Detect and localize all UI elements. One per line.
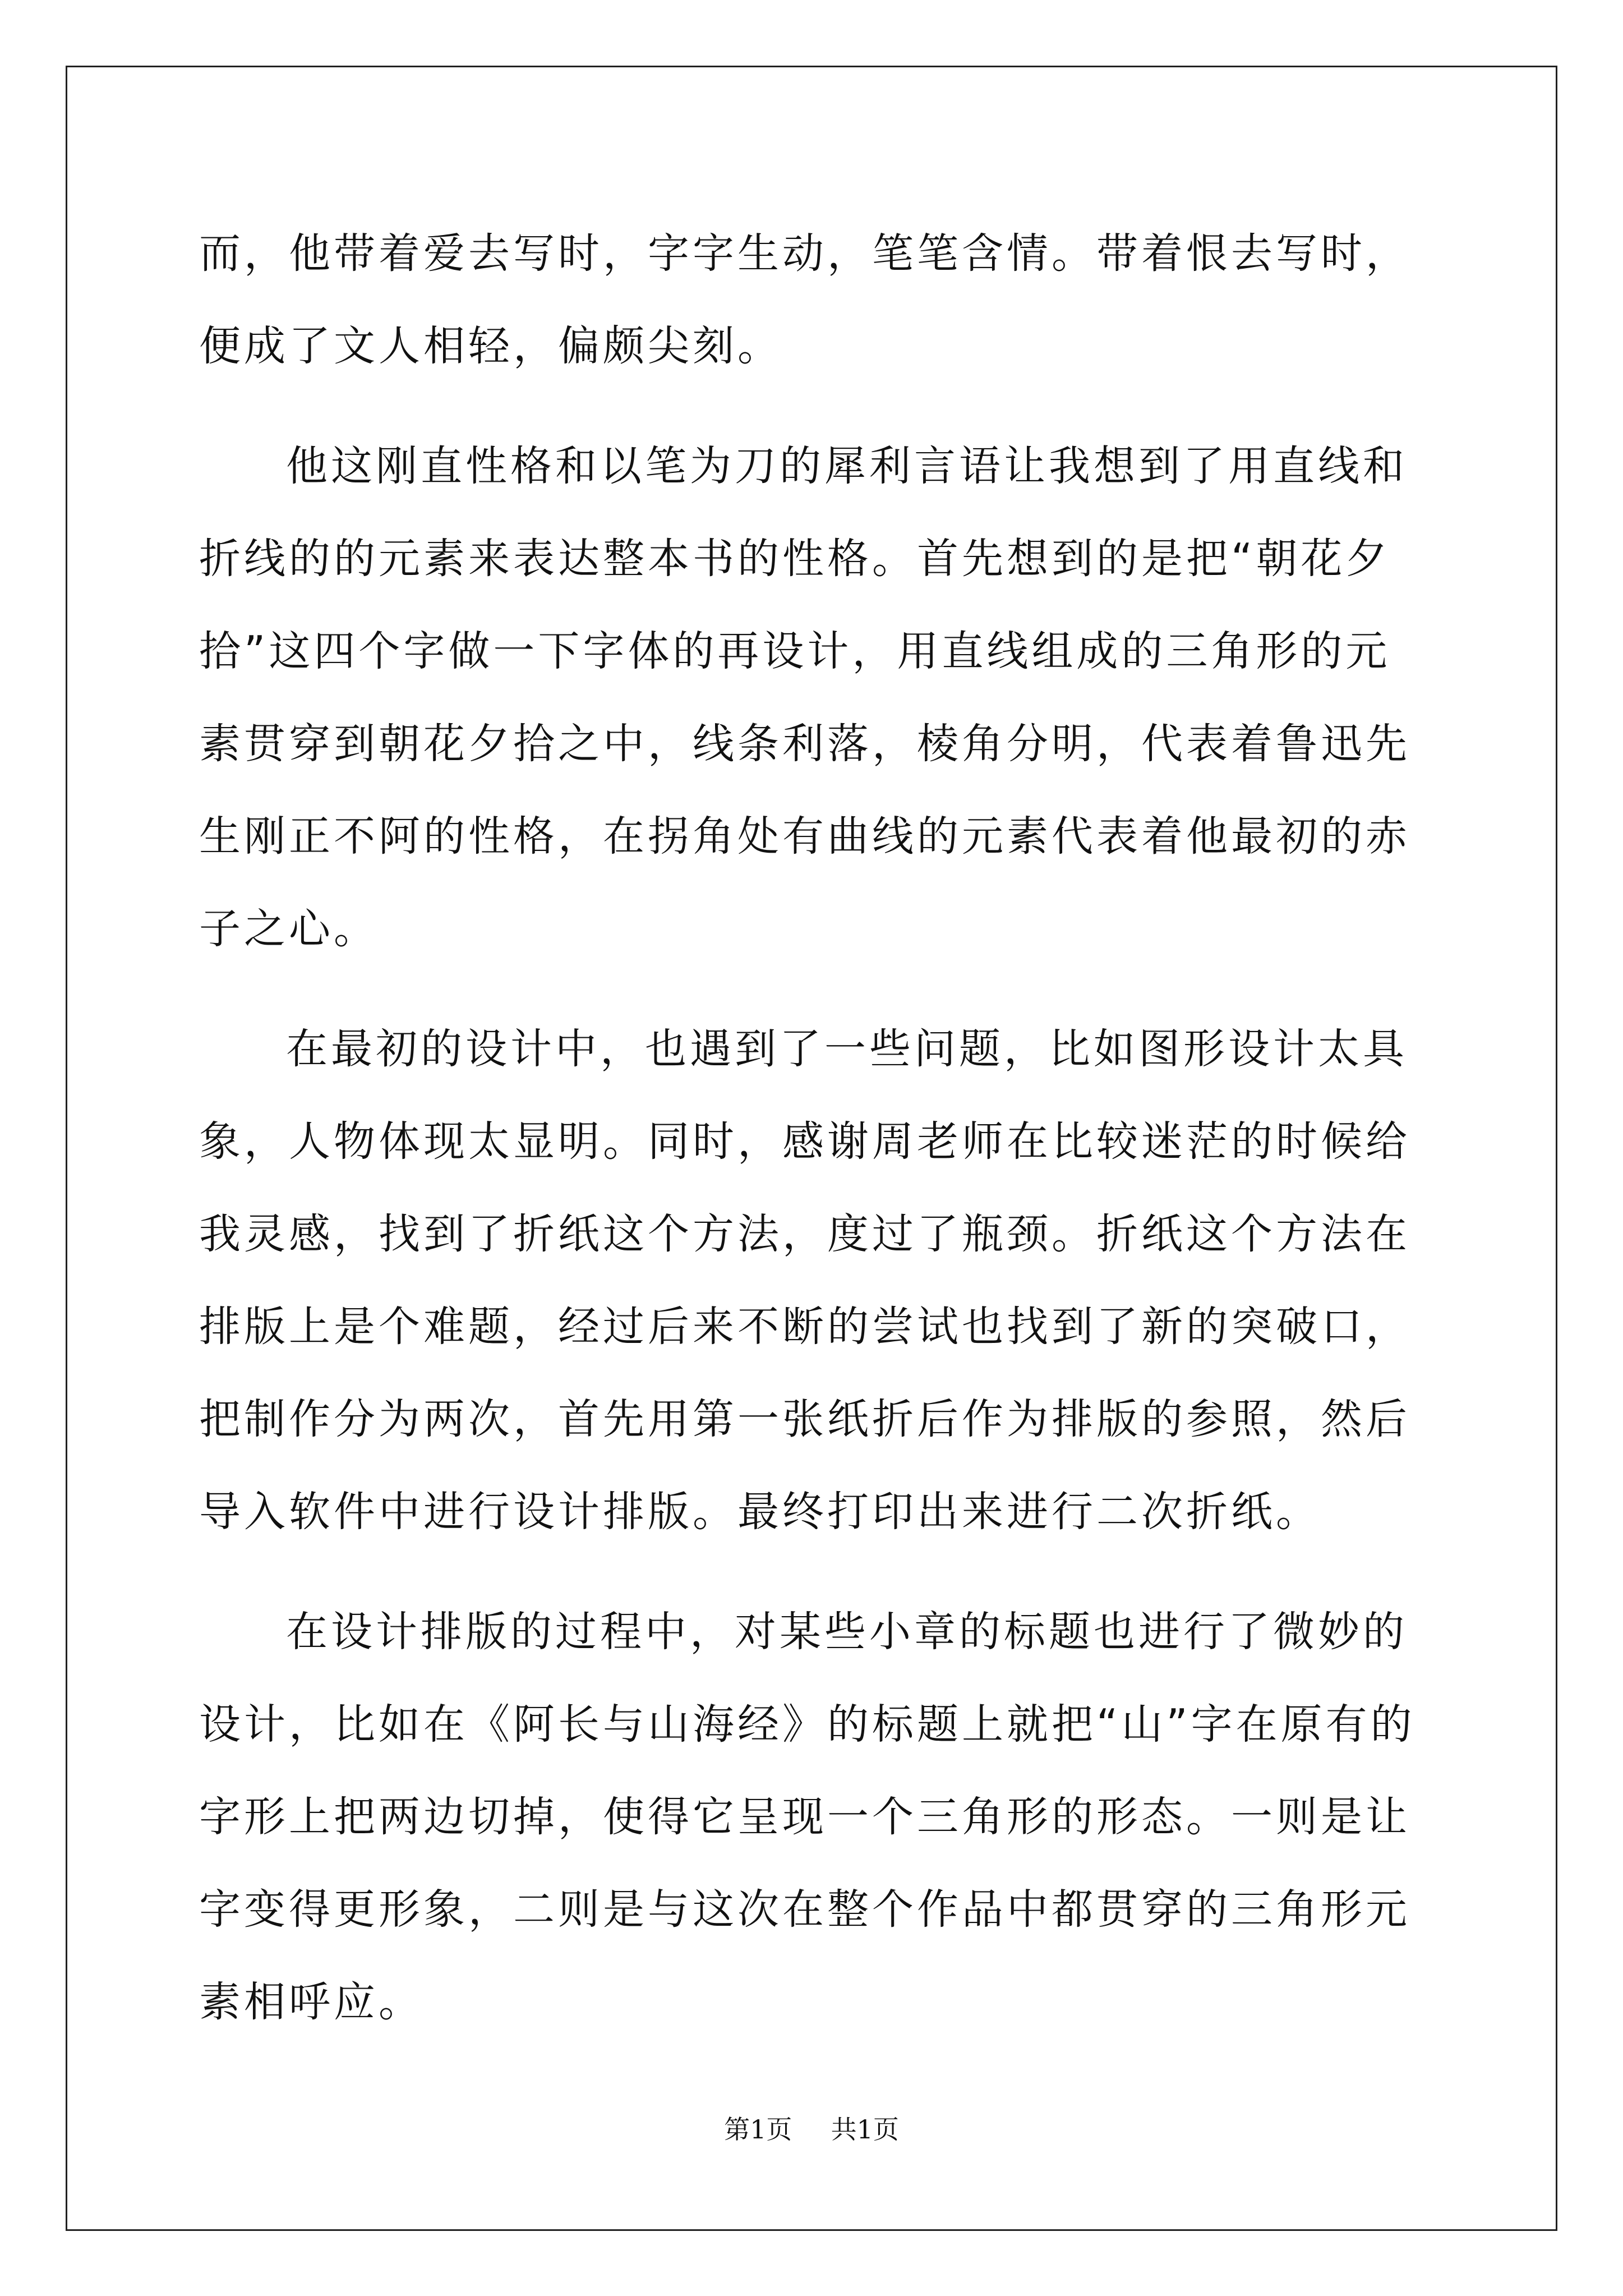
page-number-current: 第1页 (724, 2114, 792, 2145)
paragraph-3: 在最初的设计中，也遇到了一些问题，比如图形设计太具象，人物体现太显明。同时，感谢周老师在比较迷茫的时候给我灵感，找到了折纸这个方法，度过了瓶颈。折纸这个方法在排版上是个难题，经过后来不断的尝试也找到了新的突破口，把制作分为两次，首先用第一张纸折后作为排版的参照，然后导入软件中进行设计排版。最终打印出来进行二次折纸。 (199, 1025, 1410, 1536)
paragraph-1: 而，他带着爱去写时，字字生动，笔笔含情。带着恨去写时，便成了文人相轻，偏颇尖刻。 (199, 229, 1410, 370)
paragraph-2: 他这刚直性格和以笔为刀的犀利言语让我想到了用直线和折线的的元素来表达整本书的性格。首先想到的是把“朝花夕拾”这四个字做一下字体的再设计，用直线组成的三角形的元素贯穿到朝花夕拾之中，线条利落，棱角分明，代表着鲁迅先生刚正不阿的性格，在拐角处有曲线的元素代表着他最初的赤子之心。 (199, 442, 1410, 953)
page-number-total: 共1页 (831, 2114, 899, 2145)
document-body (199, 208, 1433, 2076)
paragraph-4: 在设计排版的过程中，对某些小章的标题也进行了微妙的设计，比如在《阿长与山海经》的标题上就把“山”字在原有的字形上把两边切掉，使得它呈现一个三角形的形态。一则是让字变得更形象，二则是与这次在整个作品中都贯穿的三角形元素相呼应。 (199, 1608, 1415, 2026)
page-footer (0, 2109, 1623, 2146)
